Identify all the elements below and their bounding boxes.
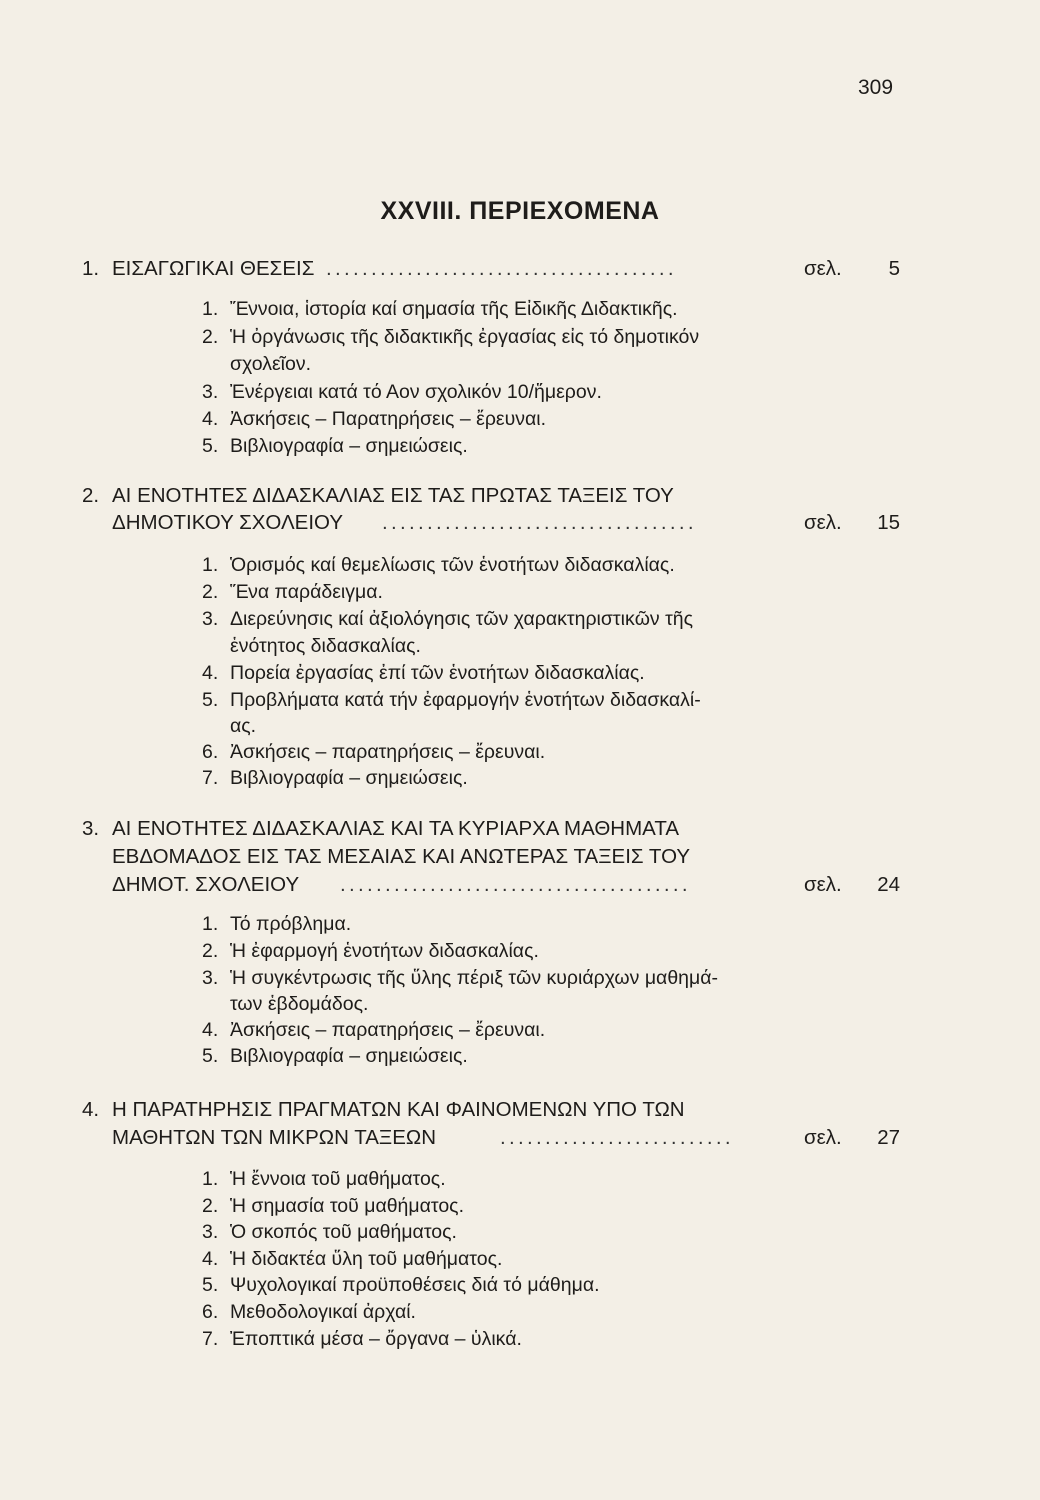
item-number: 2. bbox=[202, 1195, 219, 1217]
item-text: Ψυχολογικαί προϋποθέσεις διά τό μάθημα. bbox=[230, 1274, 600, 1296]
item-text: Ἕνα παράδειγμα. bbox=[230, 581, 383, 603]
item-number: 3. bbox=[202, 381, 219, 403]
section-title-line: ΑΙ ΕΝΟΤΗΤΕΣ ΔΙΔΑΣΚΑΛΙΑΣ ΚΑΙ ΤΑ ΚΥΡΙΑΡΧΑ ΜΑΘΗΜΑΤΑ bbox=[112, 817, 680, 840]
item-number: 2. bbox=[202, 581, 219, 603]
page-label: σελ. bbox=[804, 873, 842, 896]
item-text: Ἡ σημασία τοῦ μαθήματος. bbox=[230, 1195, 464, 1217]
item-number: 6. bbox=[202, 741, 219, 763]
item-text: ἑνότητος διδασκαλίας. bbox=[230, 635, 421, 657]
section-number: 2. bbox=[82, 484, 100, 507]
item-text: Ἡ διδακτέα ὕλη τοῦ μαθήματος. bbox=[230, 1248, 503, 1270]
section-number: 1. bbox=[82, 257, 100, 280]
dot-leader: ....................................... bbox=[326, 259, 677, 280]
item-number: 4. bbox=[202, 1248, 219, 1270]
item-number: 1. bbox=[202, 1168, 219, 1190]
item-number: 4. bbox=[202, 662, 219, 684]
item-number: 3. bbox=[202, 1221, 219, 1243]
item-text: Ἀσκήσεις – Παρατηρήσεις – ἔρευναι. bbox=[230, 408, 547, 430]
item-text: Βιβλιογραφία – σημειώσεις. bbox=[230, 435, 468, 457]
page-number: 309 bbox=[858, 76, 894, 99]
item-text: Ἐποπτικά μέσα – ὄργανα – ὑλικά. bbox=[230, 1328, 522, 1350]
section-title-line: Η ΠΑΡΑΤΗΡΗΣΙΣ ΠΡΑΓΜΑΤΩΝ ΚΑΙ ΦΑΙΝΟΜΕΝΩΝ ΥΠΟ ΤΩΝ bbox=[112, 1098, 685, 1121]
item-text: Ἡ ὀργάνωσις τῆς διδακτικῆς ἐργασίας εἰς τό δημοτικόν bbox=[230, 326, 700, 348]
section-title-line: ΜΑΘΗΤΩΝ ΤΩΝ ΜΙΚΡΩΝ ΤΑΞΕΩΝ bbox=[112, 1126, 437, 1149]
section-title-line: ΕΒΔΟΜΑΔΟΣ ΕΙΣ ΤΑΣ ΜΕΣΑΙΑΣ ΚΑΙ ΑΝΩΤΕΡΑΣ ΤΑΞΕΙΣ ΤΟΥ bbox=[112, 845, 691, 868]
section-page-number: 27 bbox=[877, 1126, 900, 1149]
section-number: 3. bbox=[82, 817, 100, 840]
item-number: 2. bbox=[202, 940, 219, 962]
item-text: Ἀσκήσεις – παρατηρήσεις – ἔρευναι. bbox=[230, 1019, 546, 1041]
item-number: 7. bbox=[202, 1328, 219, 1350]
page-title: XXVIII. ΠΕΡΙΕΧΟΜΕΝΑ bbox=[380, 197, 660, 225]
item-text: Βιβλιογραφία – σημειώσεις. bbox=[230, 767, 468, 789]
dot-leader: ................................... bbox=[382, 513, 697, 534]
section-page-number: 5 bbox=[888, 257, 900, 280]
item-text: Τό πρόβλημα. bbox=[230, 913, 352, 935]
item-text: των ἑβδομάδος. bbox=[230, 993, 369, 1015]
item-number: 5. bbox=[202, 1274, 219, 1296]
section-title-line: ΑΙ ΕΝΟΤΗΤΕΣ ΔΙΔΑΣΚΑΛΙΑΣ ΕΙΣ ΤΑΣ ΠΡΩΤΑΣ ΤΑΞΕΙΣ ΤΟΥ bbox=[112, 484, 674, 507]
item-number: 6. bbox=[202, 1301, 219, 1323]
dot-leader: ....................................... bbox=[340, 875, 691, 896]
item-number: 4. bbox=[202, 408, 219, 430]
page-label: σελ. bbox=[804, 511, 842, 534]
item-text: Μεθοδολογικαί ἀρχαί. bbox=[230, 1301, 416, 1323]
item-text: ας. bbox=[230, 715, 257, 737]
item-number: 2. bbox=[202, 326, 219, 348]
page-label: σελ. bbox=[804, 257, 842, 280]
item-text: Ὁρισμός καί θεμελίωσις τῶν ἑνοτήτων διδασκαλίας. bbox=[230, 554, 675, 576]
item-number: 7. bbox=[202, 767, 219, 789]
page-label: σελ. bbox=[804, 1126, 842, 1149]
item-number: 1. bbox=[202, 913, 219, 935]
item-text: Ὁ σκοπός τοῦ μαθήματος. bbox=[230, 1221, 457, 1243]
section-title-line: ΔΗΜΟΤ. ΣΧΟΛΕΙΟΥ bbox=[112, 873, 300, 896]
item-text: Ἡ συγκέντρωσις τῆς ὕλης πέριξ τῶν κυριάρχων μαθημά- bbox=[230, 967, 719, 989]
item-number: 3. bbox=[202, 967, 219, 989]
section-page-number: 24 bbox=[877, 873, 900, 896]
item-number: 4. bbox=[202, 1019, 219, 1041]
section-number: 4. bbox=[82, 1098, 100, 1121]
item-text: Ἀσκήσεις – παρατηρήσεις – ἔρευναι. bbox=[230, 741, 546, 763]
section-title-line: ΕΙΣΑΓΩΓΙΚΑΙ ΘΕΣΕΙΣ bbox=[112, 257, 315, 280]
item-text: Βιβλιογραφία – σημειώσεις. bbox=[230, 1045, 468, 1067]
item-number: 1. bbox=[202, 298, 219, 320]
item-number: 3. bbox=[202, 608, 219, 630]
item-number: 5. bbox=[202, 1045, 219, 1067]
dot-leader: .......................... bbox=[500, 1128, 734, 1149]
item-number: 5. bbox=[202, 689, 219, 711]
item-text: Ἔννοια, ἱστορία καί σημασία τῆς Εἰδικῆς Διδακτικῆς. bbox=[230, 298, 678, 320]
item-number: 5. bbox=[202, 435, 219, 457]
item-text: Διερεύνησις καί ἀξιολόγησις τῶν χαρακτηριστικῶν τῆς bbox=[230, 608, 694, 630]
item-text: Προβλήματα κατά τήν ἐφαρμογήν ἑνοτήτων διδασκαλί- bbox=[230, 689, 701, 711]
item-text: σχολεῖον. bbox=[230, 353, 312, 375]
item-text: Πορεία ἐργασίας ἐπί τῶν ἑνοτήτων διδασκαλίας. bbox=[230, 662, 645, 684]
item-text: Ἡ ἐφαρμογή ἑνοτήτων διδασκαλίας. bbox=[230, 940, 539, 962]
section-title-line: ΔΗΜΟΤΙΚΟΥ ΣΧΟΛΕΙΟΥ bbox=[112, 511, 344, 534]
item-number: 1. bbox=[202, 554, 219, 576]
section-page-number: 15 bbox=[877, 511, 900, 534]
item-text: Ἡ ἔννοια τοῦ μαθήματος. bbox=[230, 1168, 446, 1190]
item-text: Ἐνέργειαι κατά τό Αον σχολικόν 10/ἥμερον. bbox=[230, 381, 602, 403]
